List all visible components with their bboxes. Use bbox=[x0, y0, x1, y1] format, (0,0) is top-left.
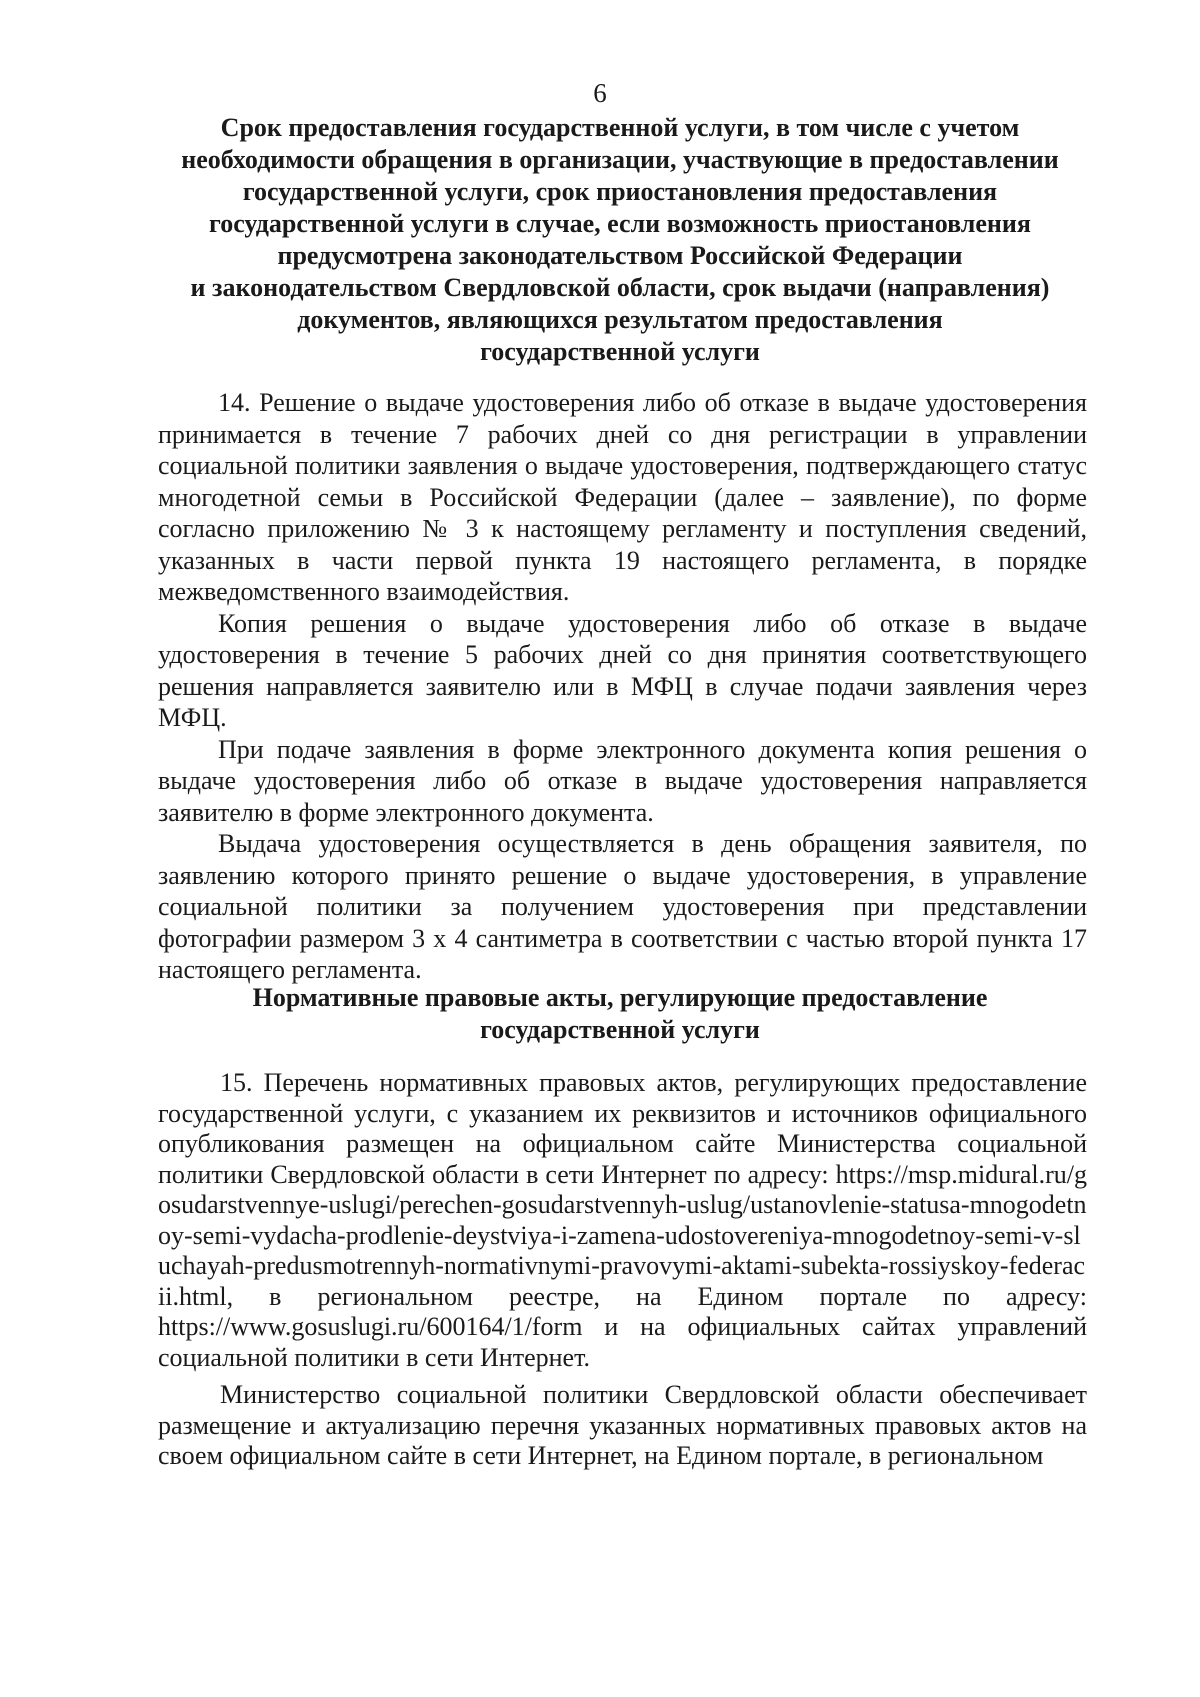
heading-line: Нормативные правовые акты, регулирующие предоставление bbox=[252, 983, 988, 1012]
heading-line: государственной услуги bbox=[480, 337, 760, 366]
heading-line: и законодательством Свердловской области, срок выдачи (направления) bbox=[190, 273, 1050, 302]
heading-line: государственной услуги, срок приостановления предоставления bbox=[242, 177, 998, 206]
paragraph-15-intro: 15. Перечень нормативных правовых актов, регулирующих предоставление государственной услуги, с указанием их реквизитов и источников официального опубликования размещен на официальном сайте Министерства социальной политики Свердловской области в сети Интернет по адресу: bbox=[158, 1068, 1087, 1189]
heading-line: Срок предоставления государственной услуги, в том числе с учетом bbox=[220, 113, 1020, 142]
section-body-service-term bbox=[158, 387, 1087, 986]
section-body-legal-acts bbox=[158, 1068, 1087, 1472]
heading-line: государственной услуги в случае, если возможность приостановления bbox=[209, 209, 1031, 238]
heading-line: государственной услуги bbox=[480, 1015, 760, 1044]
paragraph-15-tail: в региональном реестре, на Едином портале по адресу: https://www.gosuslugi.ru/600164/1/form и на официальных сайтах управлений социальной политики в сети Интернет. bbox=[158, 1281, 1088, 1372]
paragraph-copy-of-decision: Копия решения о выдаче удостоверения либо об отказе в выдаче удостоверения в течение 5 рабочих дней со дня принятия соответствующего решения направляется заявителю или в МФЦ в случае подачи заявления через МФЦ. bbox=[158, 608, 1087, 732]
section-heading-legal-acts bbox=[150, 982, 1090, 1046]
ministry-website-url: https://msp.midural.ru/gosudarstvennye-uslugi/perechen-gosudarstvennyh-uslug/ustanovlenie-statusa-mnogodetnoy-semi-vydacha-prodlenie-deystviya-i-zamena-udostovereniya-mnogodetnoy-semi-v-sluchayah-predusmotrennyh-normativnymi-pravovymi-aktami-subekta-rossiyskoy-federacii.html, bbox=[158, 1159, 1088, 1311]
heading-line: документов, являющихся результатом предоставления bbox=[297, 305, 943, 334]
paragraph-ministry-obligation: Министерство социальной политики Свердловской области обеспечивает размещение и актуализацию перечня указанных нормативных правовых актов на своем официальном сайте в сети Интернет, на Едином портале, в региональном bbox=[158, 1380, 1087, 1470]
paragraph-14: 14. Решение о выдаче удостоверения либо об отказе в выдаче удостоверения принимается в течение 7 рабочих дней со дня регистрации в управлении социальной политики заявления о выдаче удостоверения, подтверждающего статус многодетной семьи в Российской Федерации (далее – заявление), по форме согласно приложению № 3 к настоящему регламенту и поступления сведений, указанных в части первой пункта 19 настоящего регламента, в порядке межведомственного взаимодействия. bbox=[158, 388, 1087, 606]
paragraph-15 bbox=[158, 1068, 1087, 1373]
page-number: 6 bbox=[593, 78, 607, 108]
paragraph-electronic-document: При подаче заявления в форме электронного документа копия решения о выдаче удостоверения либо об отказе в выдаче удостоверения направляется заявителю в форме электронного документа. bbox=[158, 734, 1087, 827]
heading-line: предусмотрена законодательством Российской Федерации bbox=[277, 241, 963, 270]
paragraph-issuance: Выдача удостоверения осуществляется в день обращения заявителя, по заявлению которого принято решение о выдаче удостоверения, в управление социальной политики за получением удостоверения при представлении фотографии размером 3 х 4 сантиметра в соответствии с частью второй пункта 17 настоящего регламента. bbox=[158, 829, 1087, 984]
section-heading-service-term bbox=[150, 112, 1090, 368]
heading-line: необходимости обращения в организации, участвующие в предоставлении bbox=[181, 145, 1059, 174]
